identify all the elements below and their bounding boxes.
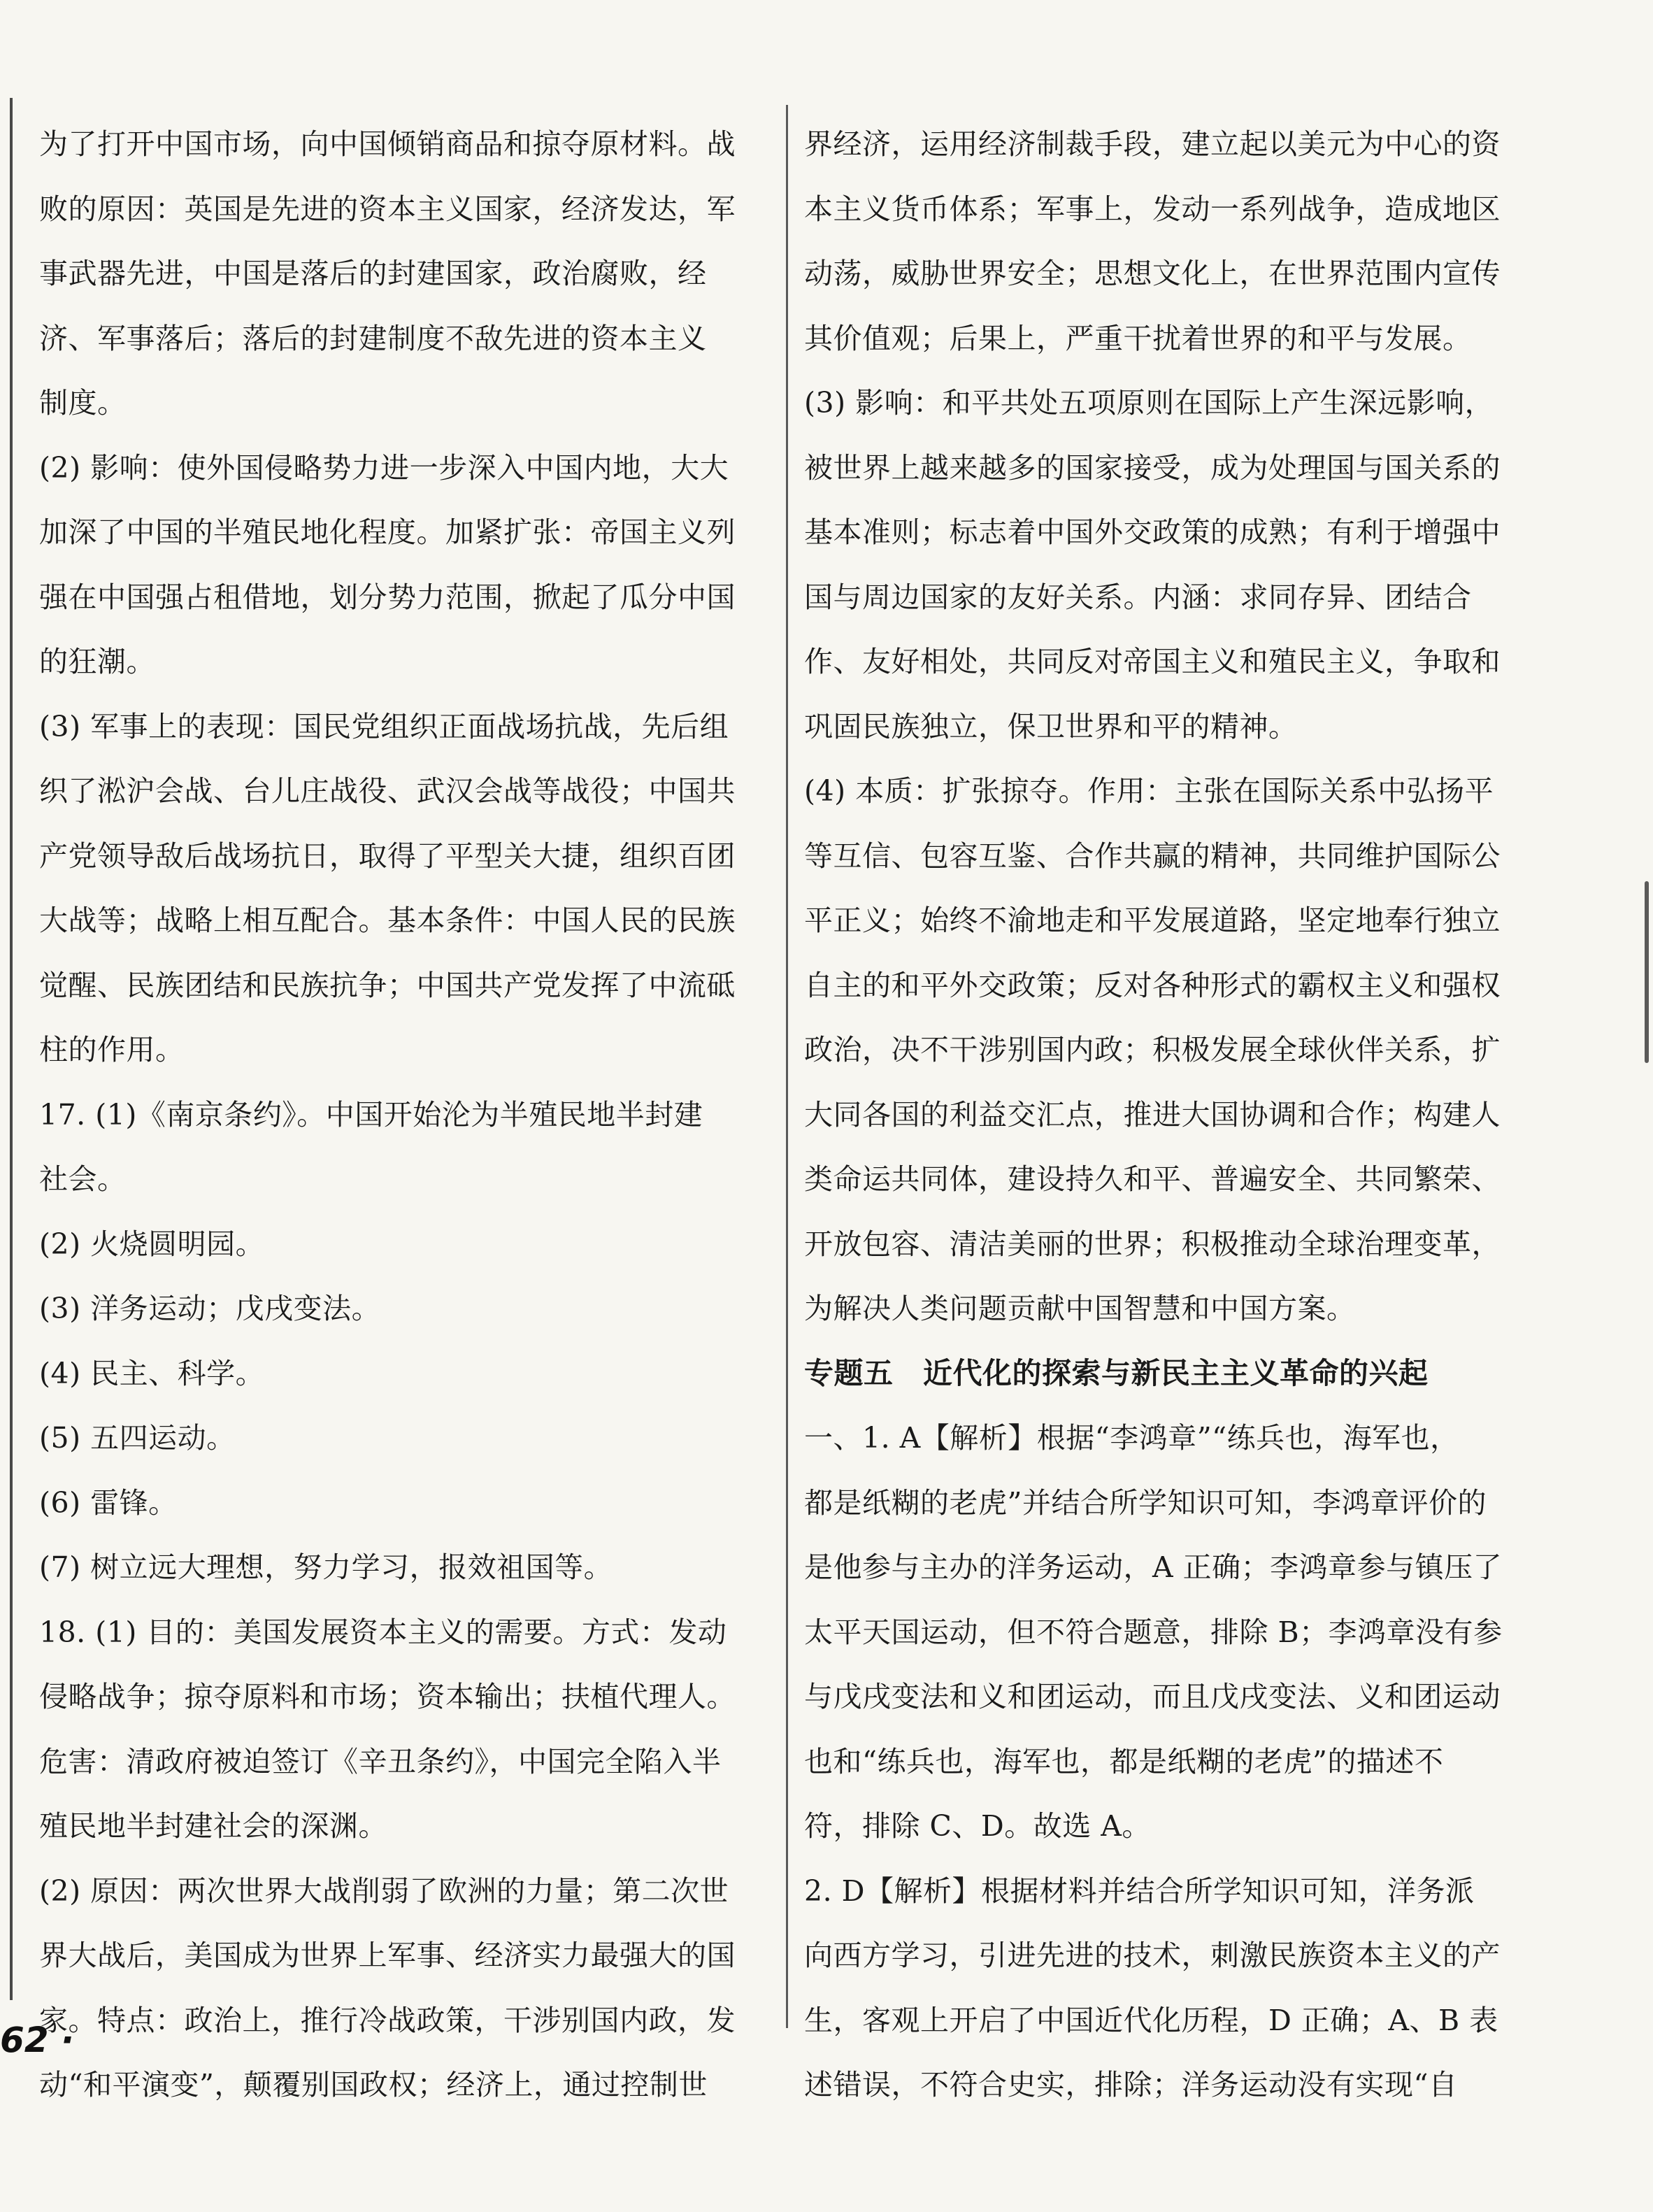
text-line: 都是纸糊的老虎”并结合所学知识可知，李鸿章评价的: [804, 1485, 1487, 1520]
text-line: 危害：清政府被迫签订《辛丑条约》，中国完全陷入半: [39, 1744, 722, 1778]
text-line: 也和“练兵也，海军也，都是纸糊的老虎”的描述不: [804, 1744, 1444, 1778]
text-line: 济、军事落后；落后的封建制度不敌先进的资本主义: [39, 321, 707, 355]
text-line: 基本准则；标志着中国外交政策的成熟；有利于增强中: [804, 515, 1501, 549]
text-line: (5) 五四运动。: [39, 1421, 236, 1455]
text-line: 被世界上越来越多的国家接受，成为处理国与国关系的: [804, 450, 1501, 485]
text-line: (4) 民主、科学。: [39, 1356, 265, 1390]
right-column: [804, 112, 1517, 2118]
text-line: (3) 洋务运动；戊戌变法。: [39, 1292, 381, 1325]
text-line: 大同各国的利益交汇点，推进大国协调和合作；构建人: [804, 1097, 1501, 1132]
text-line: 开放包容、清洁美丽的世界；积极推动全球治理变革，: [804, 1227, 1501, 1261]
text-line: (2) 原因：两次世界大战削弱了欧洲的力量；第二次世: [39, 1874, 729, 1908]
text-line: 家。特点：政治上，推行冷战政策，干涉别国内政，发: [39, 2003, 736, 2037]
text-line: 加深了中国的半殖民地化程度。加紧扩张：帝国主义列: [39, 515, 736, 549]
text-line: 作、友好相处，共同反对帝国主义和殖民主义，争取和: [804, 645, 1501, 678]
page-number: 62 ·: [0, 2020, 74, 2060]
text-line: 动“和平演变”，颠覆别国政权；经济上，通过控制世: [39, 2068, 708, 2102]
text-line: 专题五 近代化的探索与新民主主义革命的兴起: [804, 1355, 1429, 1390]
text-line: 自主的和平外交政策；反对各种形式的霸权主义和强权: [804, 968, 1501, 1002]
text-line: 本主义货币体系；军事上，发动一系列战争，造成地区: [804, 192, 1501, 226]
text-line: 侵略战争；掠夺原料和市场；资本输出；扶植代理人。: [39, 1680, 736, 1713]
text-line: 界经济，运用经济制裁手段，建立起以美元为中心的资: [804, 127, 1501, 161]
text-line: 殖民地半封建社会的深渊。: [39, 1809, 387, 1843]
text-line: 动荡，威胁世界安全；思想文化上，在世界范围内宣传: [804, 257, 1501, 290]
text-line: 柱的作用。: [39, 1033, 185, 1066]
text-line: 一、1. A【解析】根据“李鸿章”“练兵也，海军也，: [804, 1421, 1459, 1455]
text-line: 觉醒、民族团结和民族抗争；中国共产党发挥了中流砥: [39, 968, 736, 1002]
text-line: 事武器先进，中国是落后的封建国家，政治腐败，经: [39, 257, 707, 290]
text-line: 界大战后，美国成为世界上军事、经济实力最强大的国: [39, 1939, 736, 1972]
text-line: 类命运共同体，建设持久和平、普遍安全、共同繁荣、: [804, 1162, 1501, 1196]
text-line: 强在中国强占租借地，划分势力范围，掀起了瓜分中国: [39, 580, 736, 614]
column-divider: [786, 105, 788, 2028]
text-line: 是他参与主办的洋务运动，A 正确；李鸿章参与镇压了: [804, 1550, 1503, 1584]
text-line: 其价值观；后果上，严重干扰着世界的和平与发展。: [804, 321, 1472, 355]
text-line: 社会。: [39, 1162, 127, 1196]
text-line: 17. (1)《南京条约》。中国开始沦为半殖民地半封建: [39, 1097, 703, 1132]
text-line: (3) 军事上的表现：国民党组织正面战场抗战，先后组: [39, 709, 729, 743]
text-line: 国与周边国家的友好关系。内涵：求同存异、团结合: [804, 580, 1472, 614]
text-line: (2) 火烧圆明园。: [39, 1227, 265, 1261]
text-line: 述错误，不符合史实，排除；洋务运动没有实现“自: [804, 2068, 1458, 2102]
page-edge-line: [10, 98, 13, 2000]
text-line: 为了打开中国市场，向中国倾销商品和掠夺原材料。战: [39, 127, 736, 161]
text-line: 为解决人类问题贡献中国智慧和中国方案。: [804, 1292, 1356, 1325]
text-line: 产党领导敌后战场抗日，取得了平型关大捷，组织百团: [39, 839, 736, 873]
text-line: (7) 树立远大理想，努力学习，报效祖国等。: [39, 1550, 613, 1584]
text-line: (4) 本质：扩张掠夺。作用：主张在国际关系中弘扬平: [804, 774, 1494, 808]
left-column: [39, 112, 759, 2118]
text-line: 政治，决不干涉别国内政；积极发展全球伙伴关系，扩: [804, 1033, 1501, 1066]
text-line: 平正义；始终不渝地走和平发展道路，坚定地奉行独立: [804, 904, 1501, 937]
text-line: 向西方学习，引进先进的技术，刺激民族资本主义的产: [804, 1939, 1501, 1972]
text-line: 巩固民族独立，保卫世界和平的精神。: [804, 709, 1298, 743]
text-line: 大战等；战略上相互配合。基本条件：中国人民的民族: [39, 904, 736, 937]
text-line: 败的原因：英国是先进的资本主义国家，经济发达，军: [39, 192, 736, 226]
text-line: 的狂潮。: [39, 645, 155, 678]
binding-edge-mark: [1645, 881, 1649, 1063]
text-line: 太平天国运动，但不符合题意，排除 B；李鸿章没有参: [804, 1615, 1503, 1649]
text-line: 织了淞沪会战、台儿庄战役、武汉会战等战役；中国共: [39, 774, 736, 808]
text-line: (3) 影响：和平共处五项原则在国际上产生深远影响，: [804, 386, 1494, 420]
text-line: 18. (1) 目的：美国发展资本主义的需要。方式：发动: [39, 1615, 727, 1649]
text-line: (2) 影响：使外国侵略势力进一步深入中国内地，大大: [39, 450, 729, 485]
text-line: 制度。: [39, 386, 127, 420]
text-line: 符，排除 C、D。故选 A。: [804, 1809, 1151, 1843]
text-line: (6) 雷锋。: [39, 1485, 178, 1520]
text-line: 与戊戌变法和义和团运动，而且戊戌变法、义和团运动: [804, 1680, 1501, 1713]
text-line: 等互信、包容互鉴、合作共赢的精神，共同维护国际公: [804, 839, 1501, 873]
text-line: 2. D【解析】根据材料并结合所学知识可知，洋务派: [804, 1874, 1475, 1908]
text-line: 生，客观上开启了中国近代化历程，D 正确；A、B 表: [804, 2003, 1498, 2037]
